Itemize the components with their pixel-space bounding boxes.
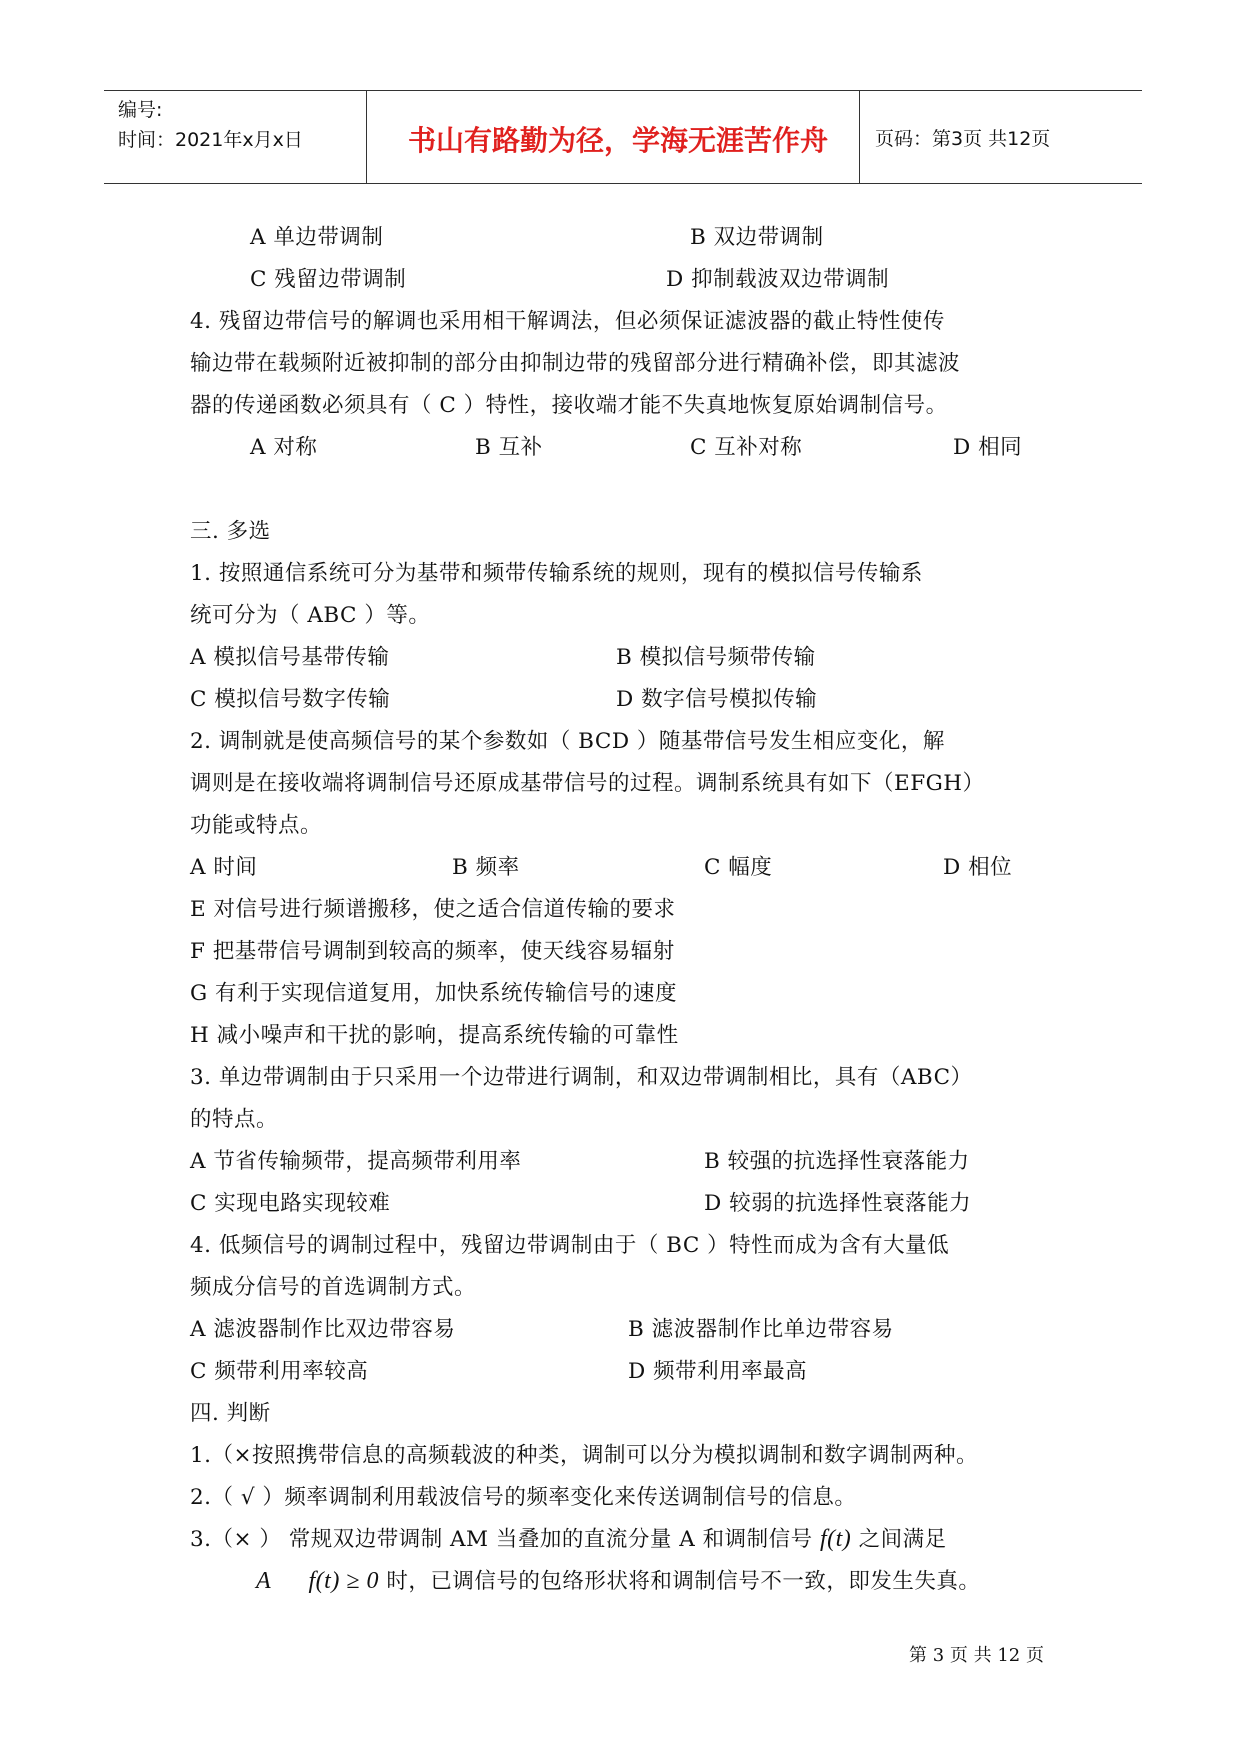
option-c: C 实现电路实现较难 [190,1191,391,1216]
option-h: H 减小噪声和干扰的影响，提高系统传输的可靠性 [190,1023,679,1048]
header-divider [859,91,860,183]
option-d: D 相位 [943,855,1013,880]
question-text: 4. 残留边带信号的解调也采用相干解调法，但必须保证滤波器的截止特性使传 [190,309,945,334]
option-d: D 较弱的抗选择性衰落能力 [704,1191,972,1216]
option-g: G 有利于实现信道复用，加快系统传输信号的速度 [190,981,678,1006]
option-a: A 滤波器制作比双边带容易 [190,1317,456,1342]
option-a: A 对称 [250,435,318,460]
option-c: C 互补对称 [690,435,803,460]
number-label: 编号: [118,99,163,121]
question-text: 2. 调制就是使高频信号的某个参数如（ BCD ）随基带信号发生相应变化，解 [190,729,945,754]
option-a: A 单边带调制 [250,225,384,250]
section-heading: 四. 判断 [190,1401,271,1426]
option-b: B 双边带调制 [690,225,824,250]
option-d: D 相同 [953,435,1023,460]
option-f: F 把基带信号调制到较高的频率，使天线容易辐射 [190,939,675,964]
formula-ft: f(t) [819,1526,852,1552]
question-text: 2.（ √ ）频率调制利用载波信号的频率变化来传送调制信号的信息。 [190,1485,857,1510]
option-c: C 幅度 [704,855,773,880]
option-d: D 频带利用率最高 [628,1359,808,1384]
option-b: B 频率 [452,855,520,880]
question-text: 3. 单边带调制由于只采用一个边带进行调制，和双边带调制相比，具有（ABC） [190,1065,973,1090]
header-left [118,95,303,155]
question-text: 输边带在载频附近被抑制的部分由抑制边带的残留部分进行精确补偿，即其滤波 [190,351,961,376]
option-e: E 对信号进行频谱搬移，使之适合信道传输的要求 [190,897,676,922]
option-a: A 节省传输频带，提高频带利用率 [190,1149,522,1174]
question-text-part: 时，已调信号的包络形状将和调制信号不一致，即发生失真。 [386,1569,981,1594]
question-text: 4. 低频信号的调制过程中，残留边带调制由于（ BC ）特性而成为含有大量低 [190,1233,950,1258]
section-heading: 三. 多选 [190,519,271,544]
question-text: 1.（×按照携带信息的高频载波的种类，调制可以分为模拟调制和数字调制两种。 [190,1443,979,1468]
header-divider [366,91,367,183]
option-d: D 数字信号模拟传输 [616,687,818,712]
option-c: C 模拟信号数字传输 [190,687,391,712]
page-footer: 第 3 页 共 12 页 [909,1645,1044,1666]
option-b: B 模拟信号频带传输 [616,645,816,670]
question-text: 频成分信号的首选调制方式。 [190,1275,477,1300]
header-motto: 书山有路勤为径，学海无涯苦作舟 [407,124,828,157]
question-text: 调则是在接收端将调制信号还原成基带信号的过程。调制系统具有如下（EFGH） [190,771,985,796]
option-c: C 频带利用率较高 [190,1359,369,1384]
option-b: B 互补 [475,435,543,460]
option-c: C 残留边带调制 [250,267,407,292]
question-text-part: 3.（× ） 常规双边带调制 AM 当叠加的直流分量 A 和调制信号 [190,1527,813,1552]
formula-condition: f(t) ≥ 0 [308,1568,380,1594]
question-text: 1. 按照通信系统可分为基带和频带传输系统的规则，现有的模拟信号传输系 [190,561,923,586]
option-d: D 抑制载波双边带调制 [666,267,890,292]
page-header [104,90,1142,184]
page-indicator: 页码：第3页 共12页 [875,128,1051,150]
question-text: 的特点。 [190,1107,279,1132]
question-text: 统可分为（ ABC ）等。 [190,603,431,628]
question-text: 器的传递函数必须具有（ C ）特性，接收端才能不失真地恢复原始调制信号。 [190,393,948,418]
formula-a: A [256,1568,272,1594]
question-text-part: 之间满足 [858,1527,947,1552]
time-label: 时间：2021年x月x日 [118,129,303,151]
question-text: 功能或特点。 [190,813,323,838]
option-b: B 较强的抗选择性衰落能力 [704,1149,970,1174]
option-a: A 时间 [190,855,258,880]
question-text [256,1564,980,1595]
option-b: B 滤波器制作比单边带容易 [628,1317,894,1342]
question-text [190,1522,947,1553]
option-a: A 模拟信号基带传输 [190,645,390,670]
